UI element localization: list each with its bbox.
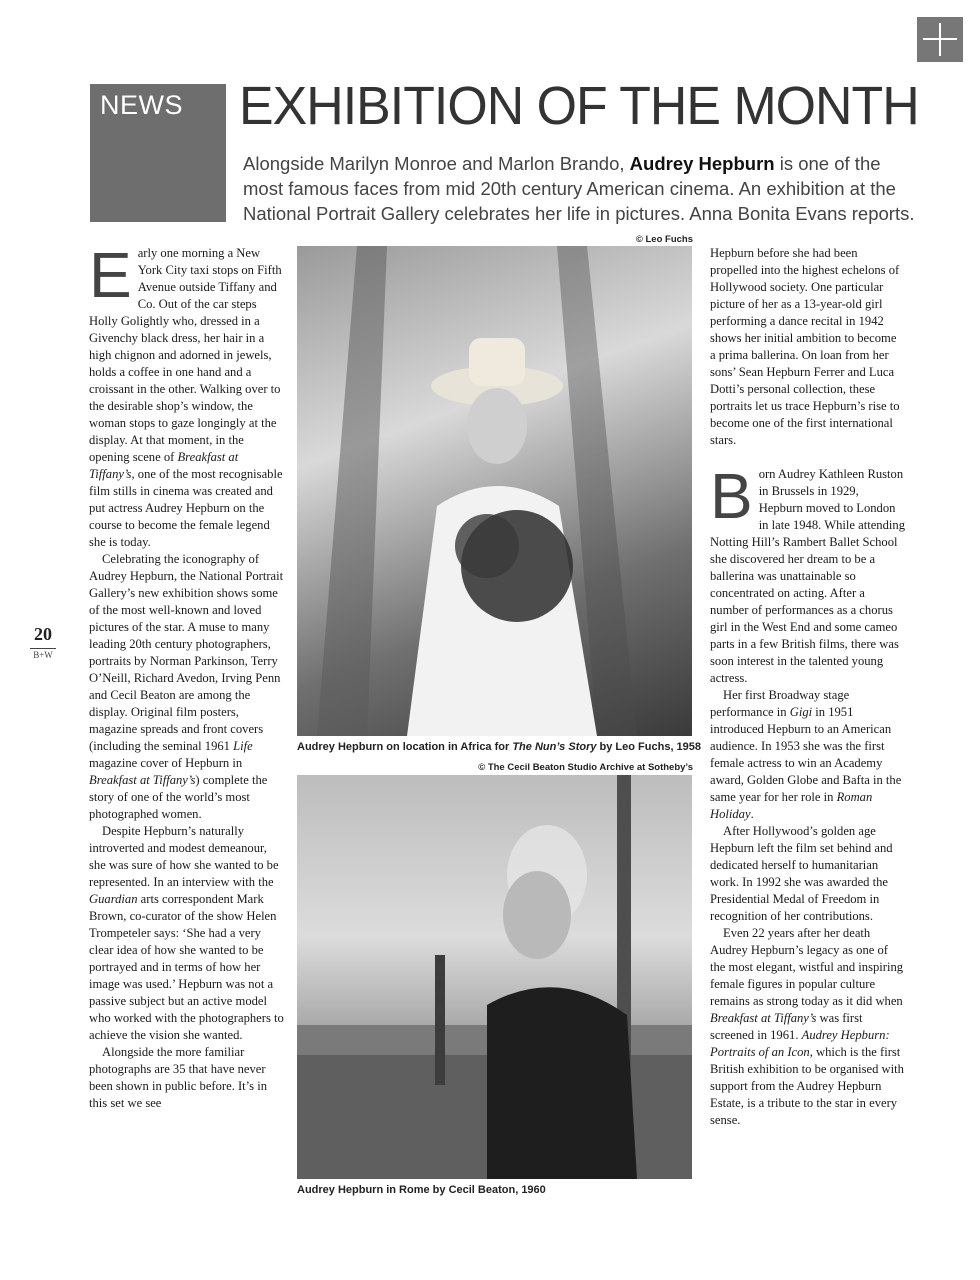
paragraph: Early one morning a New York City taxi stops on Fifth Avenue outside Tiffany and Co. Out of the car steps Holly Golightly who, dressed in a Givenchy black dress, her hair in a high chignon and adorned in jewels, holds a coffee in one hand and a croissant in the other. Walking over to the desirable shop’s window, the woman stops to gaze longingly at the display. At that moment, in the opening scene of Breakfast at Tiffany’s, one of the most recognisable film stills in cinema was created and put actress Audrey Hepburn on the course to become the female legend she is today. bbox=[89, 239, 283, 549]
paragraph: Born Audrey Kathleen Ruston in Brussels in 1929, Hepburn moved to London in late 1948. While attending Notting Hill’s Rambert Ballet School she discovered her dream to be a ballerina was unattainable so concentrated on acting. After a number of performances as a chorus girl in the West End and some cameo parts in a few British films, there was soon interest in the talented young actress. bbox=[710, 460, 905, 685]
photo-placeholder-icon bbox=[297, 246, 692, 736]
paragraph: Celebrating the iconography of Audrey Hepburn, the National Portrait Gallery’s new exhibition shows some of the most well-known and loved pictures of the star. A muse to many leading 20th century photographers, portraits by Norman Parkinson, Terry O’Neill, Richard Avedon, Irving Penn and Cecil Beaton are among the display. Original film posters, magazine spreads and front covers (including the seminal 1961 Life magazine cover of Hepburn in Breakfast at Tiffany’s) complete the story of one of the world’s most photographed women. bbox=[89, 552, 284, 821]
standfirst: Alongside Marilyn Monroe and Marlon Brando, Audrey Hepburn is one of the most famous faces from mid 20th century American cinema. An exhibition at the National Portrait Gallery celebrates her life in pictures. Anna Bonita Evans reports. bbox=[243, 153, 915, 224]
paragraph: Her first Broadway stage performance in Gigi in 1951 introduced Hepburn to an American audience. In 1953 she was the first female actress to win an Academy award, Golden Globe and Bafta in the same year for her role in Roman Holiday. bbox=[710, 688, 902, 821]
body-column-1 bbox=[89, 239, 284, 1112]
magazine-brand: B+W bbox=[30, 648, 56, 660]
section-label: NEWS bbox=[100, 90, 183, 120]
paragraph: Hepburn before she had been propelled into the highest echelons of Hollywood society. One particular picture of her as a 13-year-old girl performing a dance recital in 1942 shows her initial ambition to become a prima ballerina. On loan from her sons’ Sean Hepburn Ferrer and Luca Dotti’s personal collection, these portraits let us trace Hepburn’s rise to become one of the first international stars. bbox=[710, 246, 900, 447]
paragraph: After Hollywood’s golden age Hepburn left the film set behind and dedicated herself to humanitarian work. In 1992 she was awarded the Presidential Medal of Freedom in recognition of her contributions. bbox=[710, 824, 893, 923]
paragraph: Despite Hepburn’s naturally introverted and modest demeanour, she was sure of how she wanted to be represented. In an interview with the Guardian arts correspondent Mark Brown, co-curator of the show Helen Trompeteler says: ‘She had a very clear idea of how she wanted to be portrayed and in terms of how her image was used.’ Hepburn was not a passive subject but an active model who worked with the photographers to achieve the vision she wanted. bbox=[89, 824, 284, 1042]
photo-credit: © The Cecil Beaton Studio Archive at Sotheby’s bbox=[478, 762, 693, 773]
photo-hepburn-rome bbox=[297, 775, 692, 1179]
plus-icon bbox=[917, 17, 963, 62]
paragraph: Even 22 years after her death Audrey Hepburn’s legacy as one of the most elegant, wistful and inspiring female figures in popular culture remains as strong today as it did when Breakfast at Tiffany’s was first screened in 1961. Audrey Hepburn: Portraits of an Icon, which is the first British exhibition to be organised with support from the Audrey Hepburn Estate, is a tribute to the star in every sense. bbox=[710, 926, 904, 1127]
photo-hepburn-africa bbox=[297, 246, 692, 736]
paragraph: Alongside the more familiar photographs are 35 that have never been shown in public before. It’s in this set we see bbox=[89, 1045, 268, 1110]
page-number: 20 bbox=[34, 624, 52, 644]
drop-cap: B bbox=[710, 460, 753, 532]
body-column-3 bbox=[710, 245, 905, 1129]
photo-caption: Audrey Hepburn in Rome by Cecil Beaton, 1960 bbox=[297, 1184, 546, 1196]
drop-cap: E bbox=[89, 239, 132, 311]
photo-placeholder-icon bbox=[297, 775, 692, 1179]
headline: EXHIBITION OF THE MONTH bbox=[239, 76, 919, 136]
section-block bbox=[90, 84, 226, 222]
photo-caption: Audrey Hepburn on location in Africa for The Nun’s Story by Leo Fuchs, 1958 bbox=[297, 741, 702, 753]
photo-credit: © Leo Fuchs bbox=[635, 234, 693, 245]
